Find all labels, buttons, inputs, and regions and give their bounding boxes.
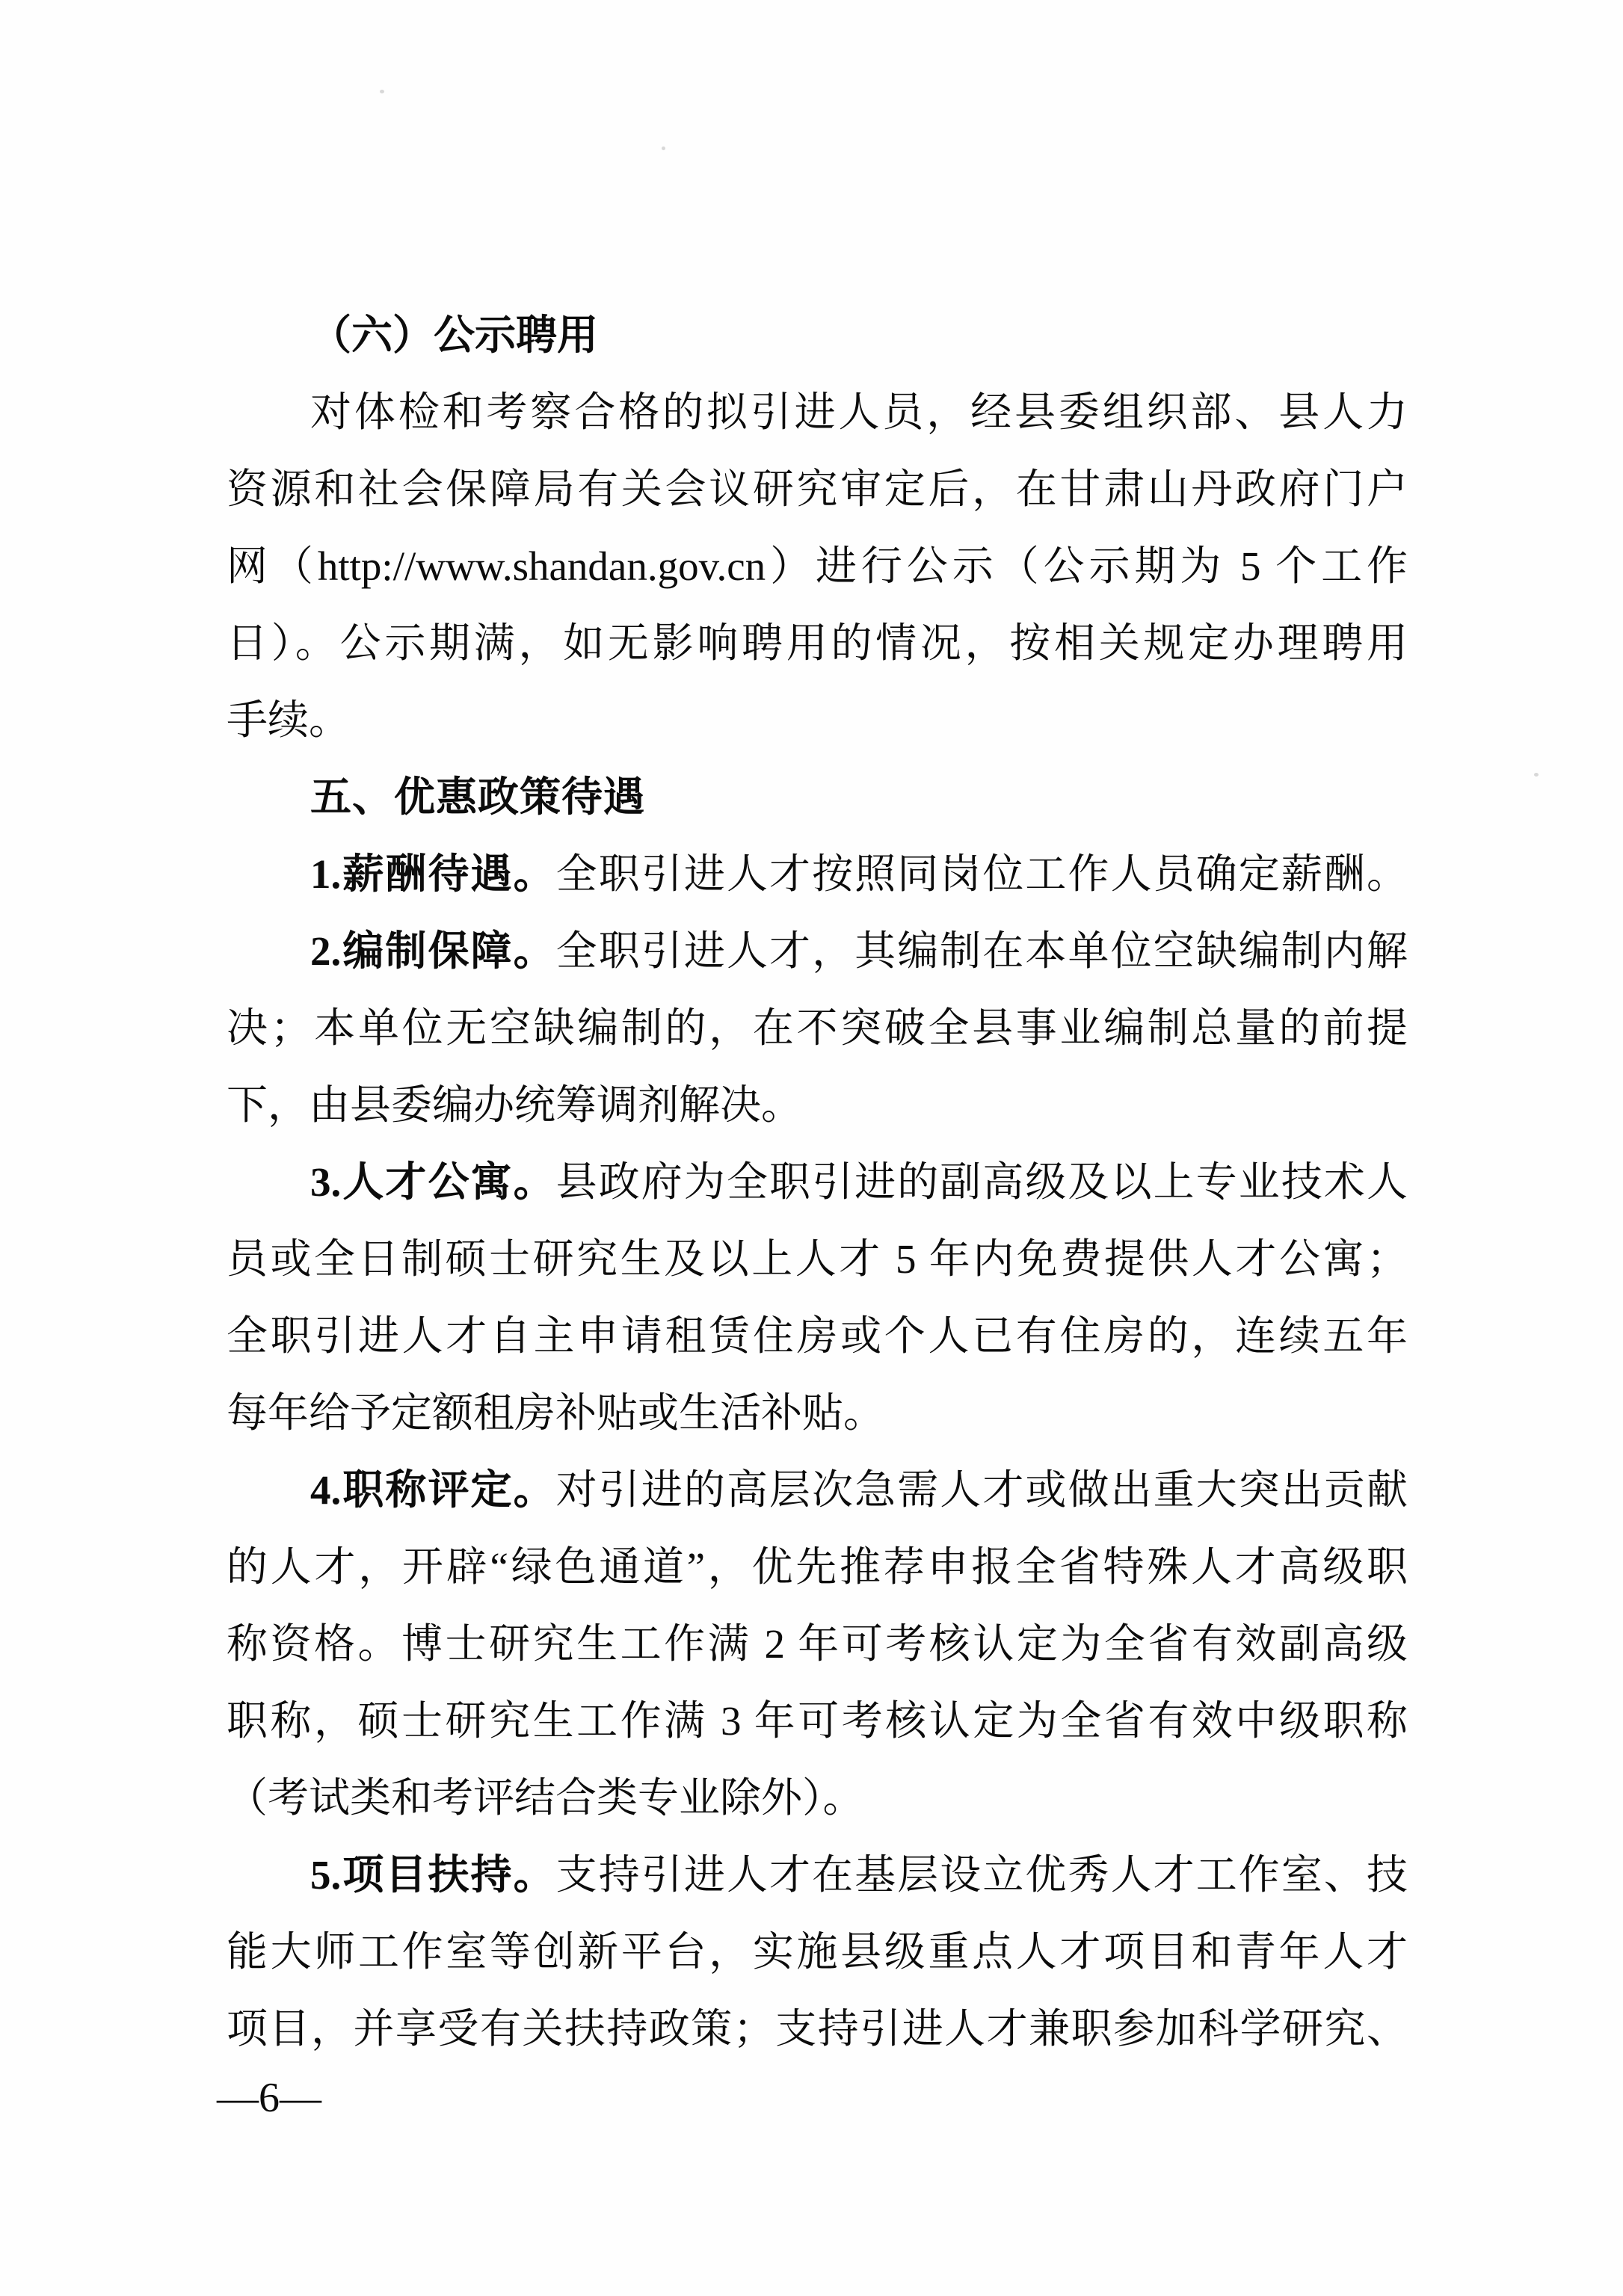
scan-speck — [1534, 773, 1539, 777]
text-line-15: 每年给予定额租房补贴或生活补贴。 — [227, 1390, 885, 1436]
text-line-5: 日）。公示期满，如无影响聘用的情况，按相关规定办理聘用 — [227, 620, 1408, 666]
document-body — [227, 297, 1408, 2067]
page-number: —6— — [217, 2075, 321, 2121]
text-line-8: 1.薪酬待遇。全职引进人才按照同岗位工作人员确定薪酬。 — [310, 851, 1408, 897]
text-line-10: 决；本单位无空缺编制的，在不突破全县事业编制总量的前提 — [227, 1005, 1408, 1051]
text-line-4: 网（http://www.shandan.gov.cn）进行公示（公示期为 5 个工作 — [227, 543, 1408, 589]
text-line-19: 职称，硕士研究生工作满 3 年可考核认定为全省有效中级职称 — [227, 1698, 1408, 1744]
text-line-9: 2.编制保障。全职引进人才，其编制在本单位空缺编制内解 — [310, 928, 1408, 974]
paragraph-lead: 2.编制保障。 — [310, 928, 556, 974]
text-line-16: 4.职称评定。对引进的高层次急需人才或做出重大突出贡献 — [310, 1467, 1408, 1513]
paragraph-lead: 1.薪酬待遇。 — [310, 851, 556, 897]
scan-speck — [380, 90, 384, 93]
section-heading-6-gongshi-pinyong: （六）公示聘用 — [310, 312, 599, 358]
text-line-20: （考试类和考评结合类专业除外）。 — [227, 1775, 864, 1821]
text-line-3: 资源和社会保障局有关会议研究审定后，在甘肃山丹政府门户 — [227, 466, 1408, 512]
text-line-14: 全职引进人才自主申请租赁住房或个人已有住房的，连续五年 — [227, 1313, 1408, 1359]
text-line-22: 能大师工作室等创新平台，实施县级重点人才项目和青年人才 — [227, 1929, 1408, 1975]
text-line-12: 3.人才公寓。县政府为全职引进的副高级及以上专业技术人 — [310, 1159, 1408, 1205]
text-line-17: 的人才，开辟“绿色通道”，优先推荐申报全省特殊人才高级职 — [227, 1544, 1408, 1590]
text-line-23: 项目，并享受有关扶持政策；支持引进人才兼职参加科学研究、 — [227, 2006, 1408, 2052]
text-line-2: 对体检和考察合格的拟引进人员，经县委组织部、县人力 — [310, 389, 1408, 435]
text-line-21: 5.项目扶持。支持引进人才在基层设立优秀人才工作室、技 — [310, 1852, 1408, 1898]
text-line-18: 称资格。博士研究生工作满 2 年可考核认定为全省有效副高级 — [227, 1621, 1408, 1667]
text-line-13: 员或全日制硕士研究生及以上人才 5 年内免费提供人才公寓； — [227, 1236, 1408, 1282]
text-line-6: 手续。 — [227, 697, 351, 743]
paragraph-lead: 5.项目扶持。 — [310, 1852, 556, 1898]
scan-speck — [662, 146, 665, 150]
text-line-11: 下，由县委编办统筹调剂解决。 — [227, 1082, 803, 1128]
paragraph-lead: 4.职称评定。 — [310, 1467, 556, 1513]
section-heading-5-youhui-zhengce: 五、优惠政策待遇 — [310, 774, 646, 820]
paragraph-lead: 3.人才公寓。 — [310, 1159, 556, 1205]
